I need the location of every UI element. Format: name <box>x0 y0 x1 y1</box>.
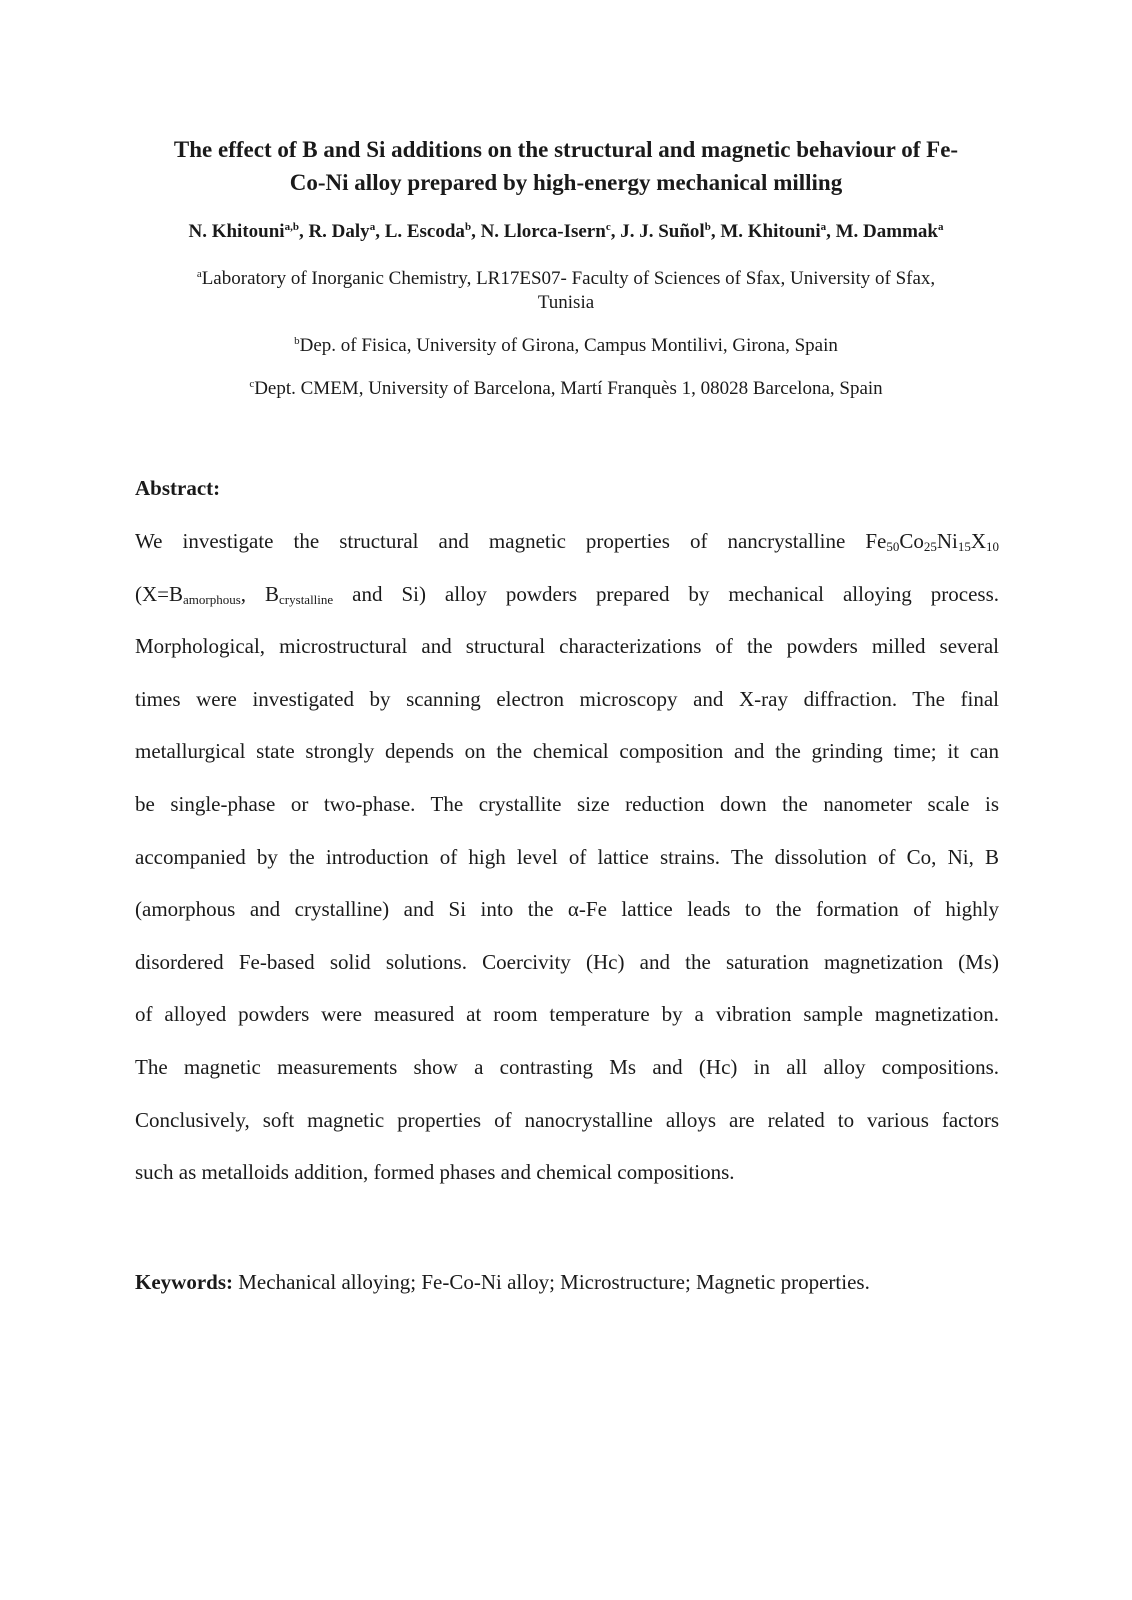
abstract-line: Conclusively, soft magnetic properties of nanocrystalline alloys are related to various factors <box>135 1107 999 1132</box>
affiliation-a <box>130 267 1002 315</box>
abstract-line: be single-phase or two-phase. The crystallite size reduction down the nanometer scale is <box>135 791 999 816</box>
author: N. Khitouni$^{a,b}$, <box>188 221 309 242</box>
abstract-line: metallurgical state strongly depends on the chemical composition and the grinding time; it can <box>135 739 999 764</box>
abstract-line: Morphological, microstructural and structural characterizations of the powders milled several <box>135 634 999 659</box>
abstract-heading: Abstract: <box>135 476 221 500</box>
title-line: Co-Ni alloy prepared by high-energy mechanical milling <box>289 170 843 195</box>
affiliation-b <box>130 334 1002 358</box>
author: M. Khitouni$^a$, <box>720 221 836 242</box>
abstract-body <box>135 526 999 1210</box>
paper-title <box>120 133 1012 199</box>
affiliation-mark: b <box>294 335 300 347</box>
affiliation-mark: c <box>249 378 255 390</box>
abstract-line: disordered Fe-based solid solutions. Coercivity (Hc) and the saturation magnetization (Ms) <box>135 949 999 974</box>
keywords-text: Mechanical alloying; Fe-Co-Ni alloy; Microstructure; Magnetic properties. <box>233 1270 870 1294</box>
abstract-line: of alloyed powders were measured at room temperature by a vibration sample magnetization. <box>135 1002 999 1027</box>
abstract-line: The magnetic measurements show a contrasting Ms and (Hc) in all alloy compositions. <box>135 1054 999 1079</box>
abstract-line: We investigate the structural and magnetic properties of nancrystalline $Fe_{50}Co_{25}Ni_{15}X_{10}$ <box>135 529 999 554</box>
author: N. Llorca-Isern$^c$, <box>480 221 621 242</box>
affiliation-c <box>130 377 1002 401</box>
title-line: The effect of B and Si additions on the structural and magnetic behaviour of Fe- <box>173 137 959 162</box>
abstract-line: ($X=B_{amorphous}$, $B_{crystalline}$ and Si) alloy powders prepared by mechanical alloying process. <box>135 581 999 607</box>
affiliation-text: Dep. of Fisica, University of Girona, Campus Montilivi, Girona, Spain <box>299 335 838 356</box>
keywords <box>135 1270 870 1295</box>
author-list <box>100 220 1032 244</box>
affiliation-text: Tunisia <box>537 292 595 313</box>
affiliation-text: Dept. CMEM, University of Barcelona, Martí Franquès 1, 08028 Barcelona, Spain <box>254 378 883 399</box>
abstract-line: (amorphous and crystalline) and Si into the α-Fe lattice leads to the formation of highly <box>135 897 999 922</box>
affiliation-text: Laboratory of Inorganic Chemistry, LR17ES07- Faculty of Sciences of Sfax, University of Sfax, <box>201 268 936 289</box>
author: M. Dammak$^a$ <box>835 221 944 242</box>
author: R. Daly$^a$, <box>308 221 385 242</box>
abstract-line: such as metalloids addition, formed phases and chemical compositions. <box>135 1160 735 1185</box>
affiliation-mark: a <box>196 268 202 280</box>
keywords-label: Keywords: <box>135 1270 233 1294</box>
abstract-line: accompanied by the introduction of high level of lattice strains. The dissolution of Co, Ni, B <box>135 844 999 869</box>
abstract-line: times were investigated by scanning electron microscopy and X-ray diffraction. The final <box>135 686 999 711</box>
author: J. J. Suñol$^b$, <box>620 221 721 242</box>
author: L. Escoda$^b$, <box>384 221 481 242</box>
